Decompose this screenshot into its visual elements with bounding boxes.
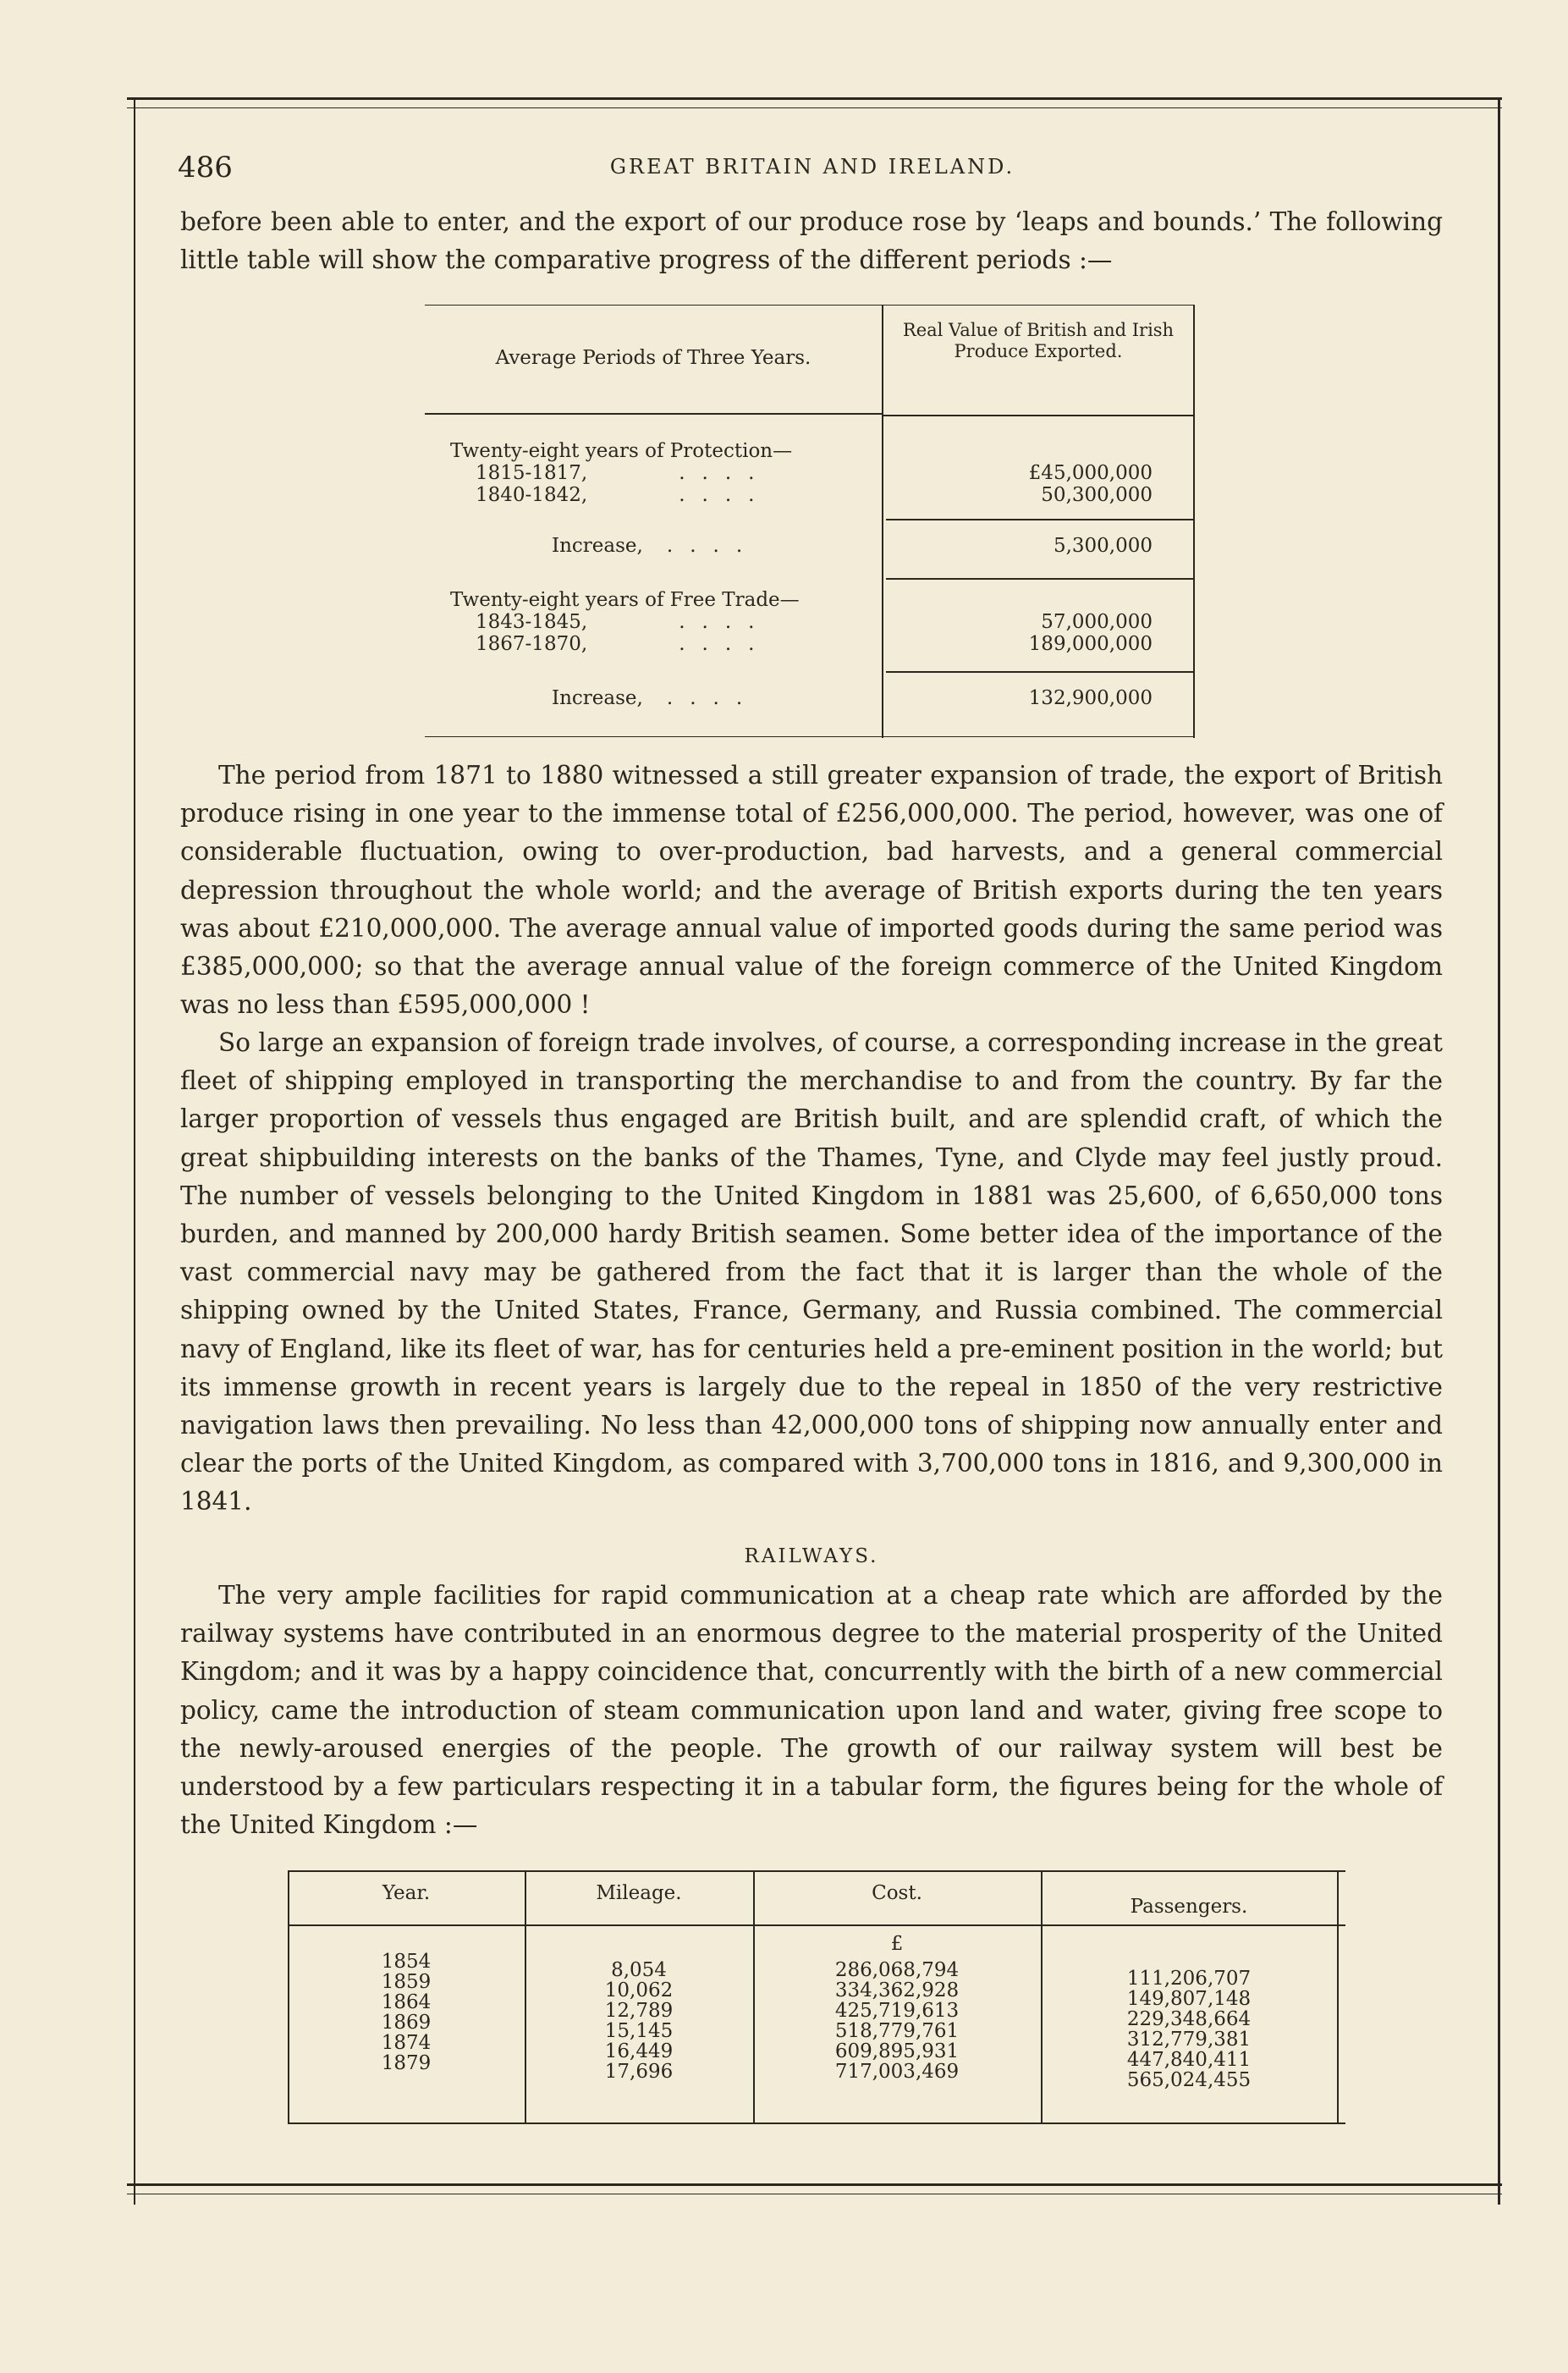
table1-row bbox=[476, 611, 890, 633]
table2-passengers-cell: 149,807,148 bbox=[1126, 1988, 1252, 2010]
table2-cost-cell: 286,068,794 bbox=[834, 1959, 960, 1981]
table2-cost-column bbox=[753, 1960, 1041, 2082]
table2-mileage-cell: 8,054 bbox=[611, 1959, 667, 1981]
table1-period: 1867-1870, bbox=[476, 633, 588, 655]
table1-increase-label: Increase, bbox=[552, 687, 643, 709]
table1-col1-header: Average Periods of Three Years. bbox=[495, 347, 812, 369]
table1-increase-value: 5,300,000 bbox=[1053, 535, 1153, 557]
paragraph-trade-expansion: The period from 1871 to 1880 witnessed a still greater expansion of trade, the export of British produce rising in one year to the immense total of £256,000,000. The period, however, was one of considerable fluctuation, owing to over-production, bad harvests, and a general commercial depression throughout the whole world; and the average of British exports during the ten years was about £210,000,000. The average annual value of imported goods during the same period was £385,000,000; so that the average annual value of the foreign commerce of the United Kingdom was no less than £595,000,000 ! bbox=[180, 761, 1443, 1020]
table2-cost-cell: 425,719,613 bbox=[834, 2000, 960, 2022]
table2-year-cell: 1864 bbox=[381, 1991, 432, 2013]
table2-mileage-cell: 17,696 bbox=[604, 2061, 674, 2083]
table2-cost-cell: 717,003,469 bbox=[834, 2061, 960, 2083]
table2-cost-cell: 609,895,931 bbox=[834, 2040, 960, 2062]
table1-row bbox=[476, 462, 890, 484]
table1-section-rule bbox=[886, 578, 1195, 580]
table1-increase-value: 132,900,000 bbox=[1028, 687, 1153, 709]
table1-leader-dots: .... bbox=[679, 633, 772, 655]
table1-increase-row bbox=[552, 535, 865, 557]
table2-passengers-header: Passengers. bbox=[1130, 1896, 1248, 1918]
railway-statistics-table bbox=[288, 1870, 1345, 2124]
table1-right-border bbox=[1193, 305, 1195, 738]
table1-bottom-rule bbox=[425, 736, 1195, 737]
table1-sum-rule bbox=[886, 671, 1195, 673]
table1-sum-rule bbox=[886, 519, 1195, 520]
table2-passengers-cell: 312,779,381 bbox=[1126, 2029, 1252, 2051]
table2-passengers-cell: 229,348,664 bbox=[1126, 2008, 1252, 2030]
table2-cost-cell: 518,779,761 bbox=[834, 2020, 960, 2042]
table2-mileage-cell: 15,145 bbox=[604, 2020, 674, 2042]
table1-period: 1843-1845, bbox=[476, 611, 588, 633]
table2-header-rule bbox=[288, 1924, 1345, 1926]
paragraph-railways: The very ample facilities for rapid communication at a cheap rate which are afforded by the railway systems have contributed in an enormous degree to the material prosperity of the United Kingdom; and it was by a happy coincidence that, concurrently with the birth of a new commercial policy, came the introduction of steam communication upon land and water, giving free scope to the newly-aroused energies of the people. The growth of our railway system will best be understood by a few particulars respecting it in a tabular form, the figures being for the whole of the United Kingdom :— bbox=[180, 1581, 1443, 1840]
table1-period: 1815-1817, bbox=[476, 462, 588, 484]
paragraph-shipping: So large an expansion of foreign trade involves, of course, a corresponding increase in the great fleet of shipping employed in transporting the merchandise to and from the country. By far the larger proportion of vessels thus engaged are British built, and are splendid craft, of which the great shipbuilding interests on the banks of the Thames, Tyne, and Clyde may feel justly proud. The number of vessels belonging to the United Kingdom in 1881 was 25,600, of 6,650,000 tons burden, and manned by 200,000 hardy British seamen. Some better idea of the importance of the vast commercial navy may be gathered from the fact that it is larger than the whole of the shipping owned by the United States, France, Germany, and Russia combined. The commercial navy of England, like its fleet of war, has for centuries held a pre-eminent position in the world; but its immense growth in recent years is largely due to the repeal in 1850 of the very restrictive navigation laws then prevailing. No less than 42,000,000 tons of shipping now annually enter and clear the ports of the United Kingdom, as compared with 3,700,000 tons in 1816, and 9,300,000 in 1841. bbox=[180, 1028, 1443, 1517]
table2-mileage-column bbox=[525, 1960, 753, 2082]
table2-cost-cell: 334,362,928 bbox=[834, 1979, 960, 2001]
table1-leader-dots: .... bbox=[666, 535, 760, 557]
export-value-table bbox=[425, 305, 1195, 738]
frame-rule-bottom bbox=[127, 2183, 1502, 2186]
table1-leader-dots: .... bbox=[666, 687, 760, 709]
table2-mileage-cell: 16,449 bbox=[604, 2040, 674, 2062]
table2-passengers-cell: 447,840,411 bbox=[1126, 2049, 1252, 2071]
table1-header-rule-right bbox=[882, 415, 1195, 416]
table2-mileage-header: Mileage. bbox=[596, 1882, 682, 1904]
page-number: 486 bbox=[178, 151, 233, 184]
table2-year-cell: 1854 bbox=[381, 1951, 432, 1973]
table2-mileage-cell: 12,789 bbox=[604, 2000, 674, 2022]
table1-top-rule bbox=[425, 305, 1195, 306]
table1-increase-row bbox=[552, 687, 865, 709]
running-head: GREAT BRITAIN AND IRELAND. bbox=[609, 155, 1015, 179]
table2-passengers-cell: 111,206,707 bbox=[1126, 1968, 1252, 1990]
table1-leader-dots: .... bbox=[679, 484, 772, 506]
paragraph-intro: before been able to enter, and the export of our produce rose by ‘leaps and bounds.’ The following little table will show the comparative progress of the different periods :— bbox=[180, 207, 1443, 275]
table1-row bbox=[476, 633, 890, 655]
table1-header-rule-left bbox=[425, 413, 882, 415]
table2-cost-unit: £ bbox=[890, 1933, 904, 1955]
table1-leader-dots: .... bbox=[679, 611, 772, 633]
table1-value: 57,000,000 bbox=[1041, 611, 1153, 633]
table1-value: 189,000,000 bbox=[1028, 633, 1153, 655]
table2-right-border bbox=[1337, 1870, 1339, 2124]
table1-group2-label: Twenty-eight years of Free Trade— bbox=[450, 589, 800, 611]
table1-group1-label: Twenty-eight years of Protection— bbox=[450, 440, 793, 462]
table2-cost-header: Cost. bbox=[872, 1882, 922, 1904]
table1-period: 1840-1842, bbox=[476, 484, 588, 506]
table1-value: £45,000,000 bbox=[1028, 462, 1153, 484]
table2-year-cell: 1869 bbox=[381, 2012, 432, 2034]
table1-increase-label: Increase, bbox=[552, 535, 643, 557]
table2-year-header: Year. bbox=[382, 1882, 431, 1904]
table1-value: 50,300,000 bbox=[1041, 484, 1153, 506]
table1-column-divider bbox=[882, 305, 883, 738]
table2-year-cell: 1859 bbox=[381, 1971, 432, 1993]
table2-year-cell: 1874 bbox=[381, 2032, 432, 2054]
table1-leader-dots: .... bbox=[679, 462, 772, 484]
table1-col2-header: Real Value of British and Irish Produce Exported. bbox=[902, 320, 1175, 361]
table2-top-rule bbox=[288, 1870, 1345, 1872]
table2-mileage-cell: 10,062 bbox=[604, 1979, 674, 2001]
table1-row bbox=[476, 484, 890, 506]
frame-rule-top-thin bbox=[127, 107, 1502, 108]
table2-year-column bbox=[288, 1952, 525, 2073]
table2-passengers-column bbox=[1041, 1968, 1337, 2090]
frame-rule-left bbox=[134, 97, 135, 2205]
section-heading-railways: RAILWAYS. bbox=[744, 1545, 879, 1567]
table2-year-cell: 1879 bbox=[381, 2052, 432, 2074]
table2-bottom-rule bbox=[288, 2122, 1345, 2124]
table2-passengers-cell: 565,024,455 bbox=[1126, 2069, 1252, 2091]
frame-rule-top bbox=[127, 97, 1502, 100]
frame-rule-right bbox=[1498, 97, 1500, 2205]
